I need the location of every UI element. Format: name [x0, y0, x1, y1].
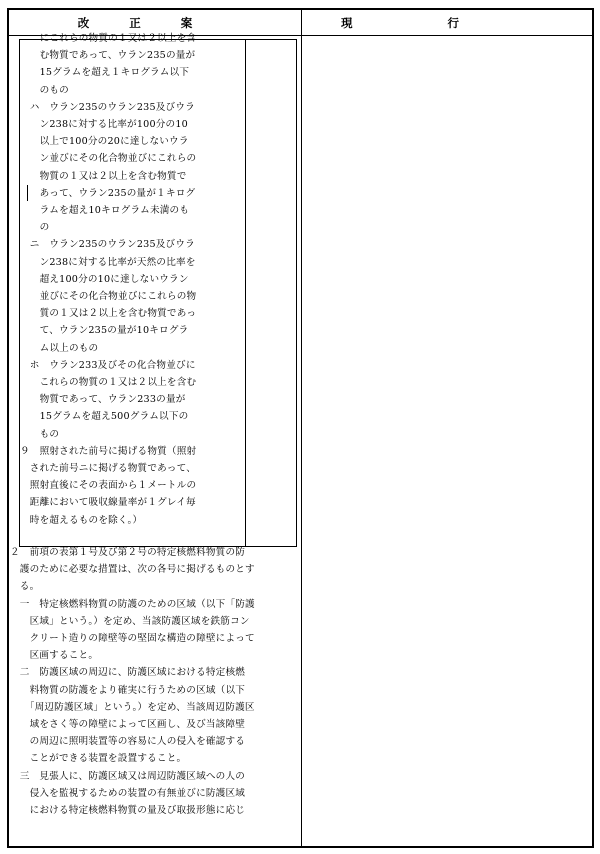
text-line: 以上で100分の20に達しないウラ: [20, 136, 189, 148]
text-line: 15グラムを超え500グラム以下の: [20, 411, 189, 423]
text-line: における特定核燃料物質の量及び取扱形態に応じ: [10, 805, 246, 817]
text-line: ラムを超え10キログラム未満のも: [20, 205, 190, 217]
text-line: ２ 前項の表第１号及び第２号の特定核燃料物質の防: [10, 547, 246, 558]
text-line: 域をさく等の障壁によって区画し、及び当該障壁: [10, 719, 246, 731]
inner-column-divider: [245, 40, 246, 546]
text-line: て、ウラン235の量が10キログラ: [20, 325, 189, 337]
text-line: の周辺に照明装置等の容易に人の侵入を確認する: [10, 736, 246, 748]
column-divider: [301, 10, 302, 846]
text-line: にこれらの物質の１又は２以上を含: [20, 33, 197, 44]
text-line: 「周辺防護区域」という。）を定め、当該周辺防護区: [10, 701, 255, 713]
text-line: 超え100分の10に達しないウラン: [20, 273, 189, 285]
text-line: 三 見張人に、防護区域又は周辺防護区域への人の: [10, 770, 246, 782]
text-line: 物質であって、ウラン233の量が: [20, 394, 186, 406]
header-amendment: 改正案: [77, 16, 233, 30]
text-line: 距離において吸収線量率が１グレイ毎: [20, 497, 196, 509]
text-line: 時を超えるものを除く。）: [20, 514, 143, 526]
text-line: ン238に対する比率が天然の比率を: [20, 256, 196, 268]
text-line: もの: [20, 428, 60, 440]
text-line: む物質であって、ウラン235の量が: [20, 50, 196, 62]
text-line: 料物質の防護をより確実に行うための区域（以下: [10, 684, 246, 696]
text-line: 区域」という。）を定め、当該防護区域を鉄筋コン: [10, 615, 250, 627]
text-line: のもの: [20, 84, 69, 96]
text-line: 一 特定核燃料物質の防護のための区域（以下「防護: [10, 598, 255, 610]
paragraph-2-text: [10, 544, 255, 819]
text-line: 物質の１又は２以上を含む物質で: [20, 170, 187, 182]
text-line: ム以上のもの: [20, 342, 99, 354]
text-line: 並びにその化合物並びにこれらの物: [20, 291, 197, 303]
text-line: 15グラムを超え１キログラム以下: [20, 67, 190, 79]
text-line: ン238に対する比率が100分の10: [20, 119, 188, 131]
text-line: の: [20, 222, 50, 234]
text-line: 照射直後にその表面から１メートルの: [20, 480, 197, 492]
text-line: ことができる装置を設置すること。: [10, 753, 187, 765]
text-line: された前号ニに掲げる物質であって、: [20, 463, 196, 475]
header-current: 現行: [341, 16, 554, 30]
text-line: これらの物質の１又は２以上を含む: [20, 377, 197, 389]
text-line: クリート造りの障壁等の堅固な構造の障壁によって: [10, 633, 255, 645]
text-line: ホ ウラン233及びその化合物並びに: [20, 359, 196, 371]
text-line: 護のために必要な措置は、次の各号に掲げるものとす: [10, 564, 255, 576]
text-line: ９ 照射された前号に掲げる物質（照射: [20, 445, 197, 457]
text-line: る。: [10, 581, 40, 593]
text-line: あって、ウラン235の量が１キログ: [20, 187, 196, 199]
inner-table-text: [20, 30, 196, 529]
text-line: 区画すること。: [10, 650, 99, 662]
text-line: ハ ウラン235のウラン235及びウラ: [20, 101, 195, 113]
text-line: 侵入を監視するための装置の有無並びに防護区域: [10, 787, 246, 799]
text-line: 二 防護区域の周辺に、防護区域における特定核燃: [10, 667, 246, 679]
text-line: ン並びにその化合物並びにこれらの: [20, 153, 197, 165]
text-line: ニ ウラン235のウラン235及びウラ: [20, 239, 195, 251]
text-line: 質の１又は２以上を含む物質であっ: [20, 308, 197, 320]
